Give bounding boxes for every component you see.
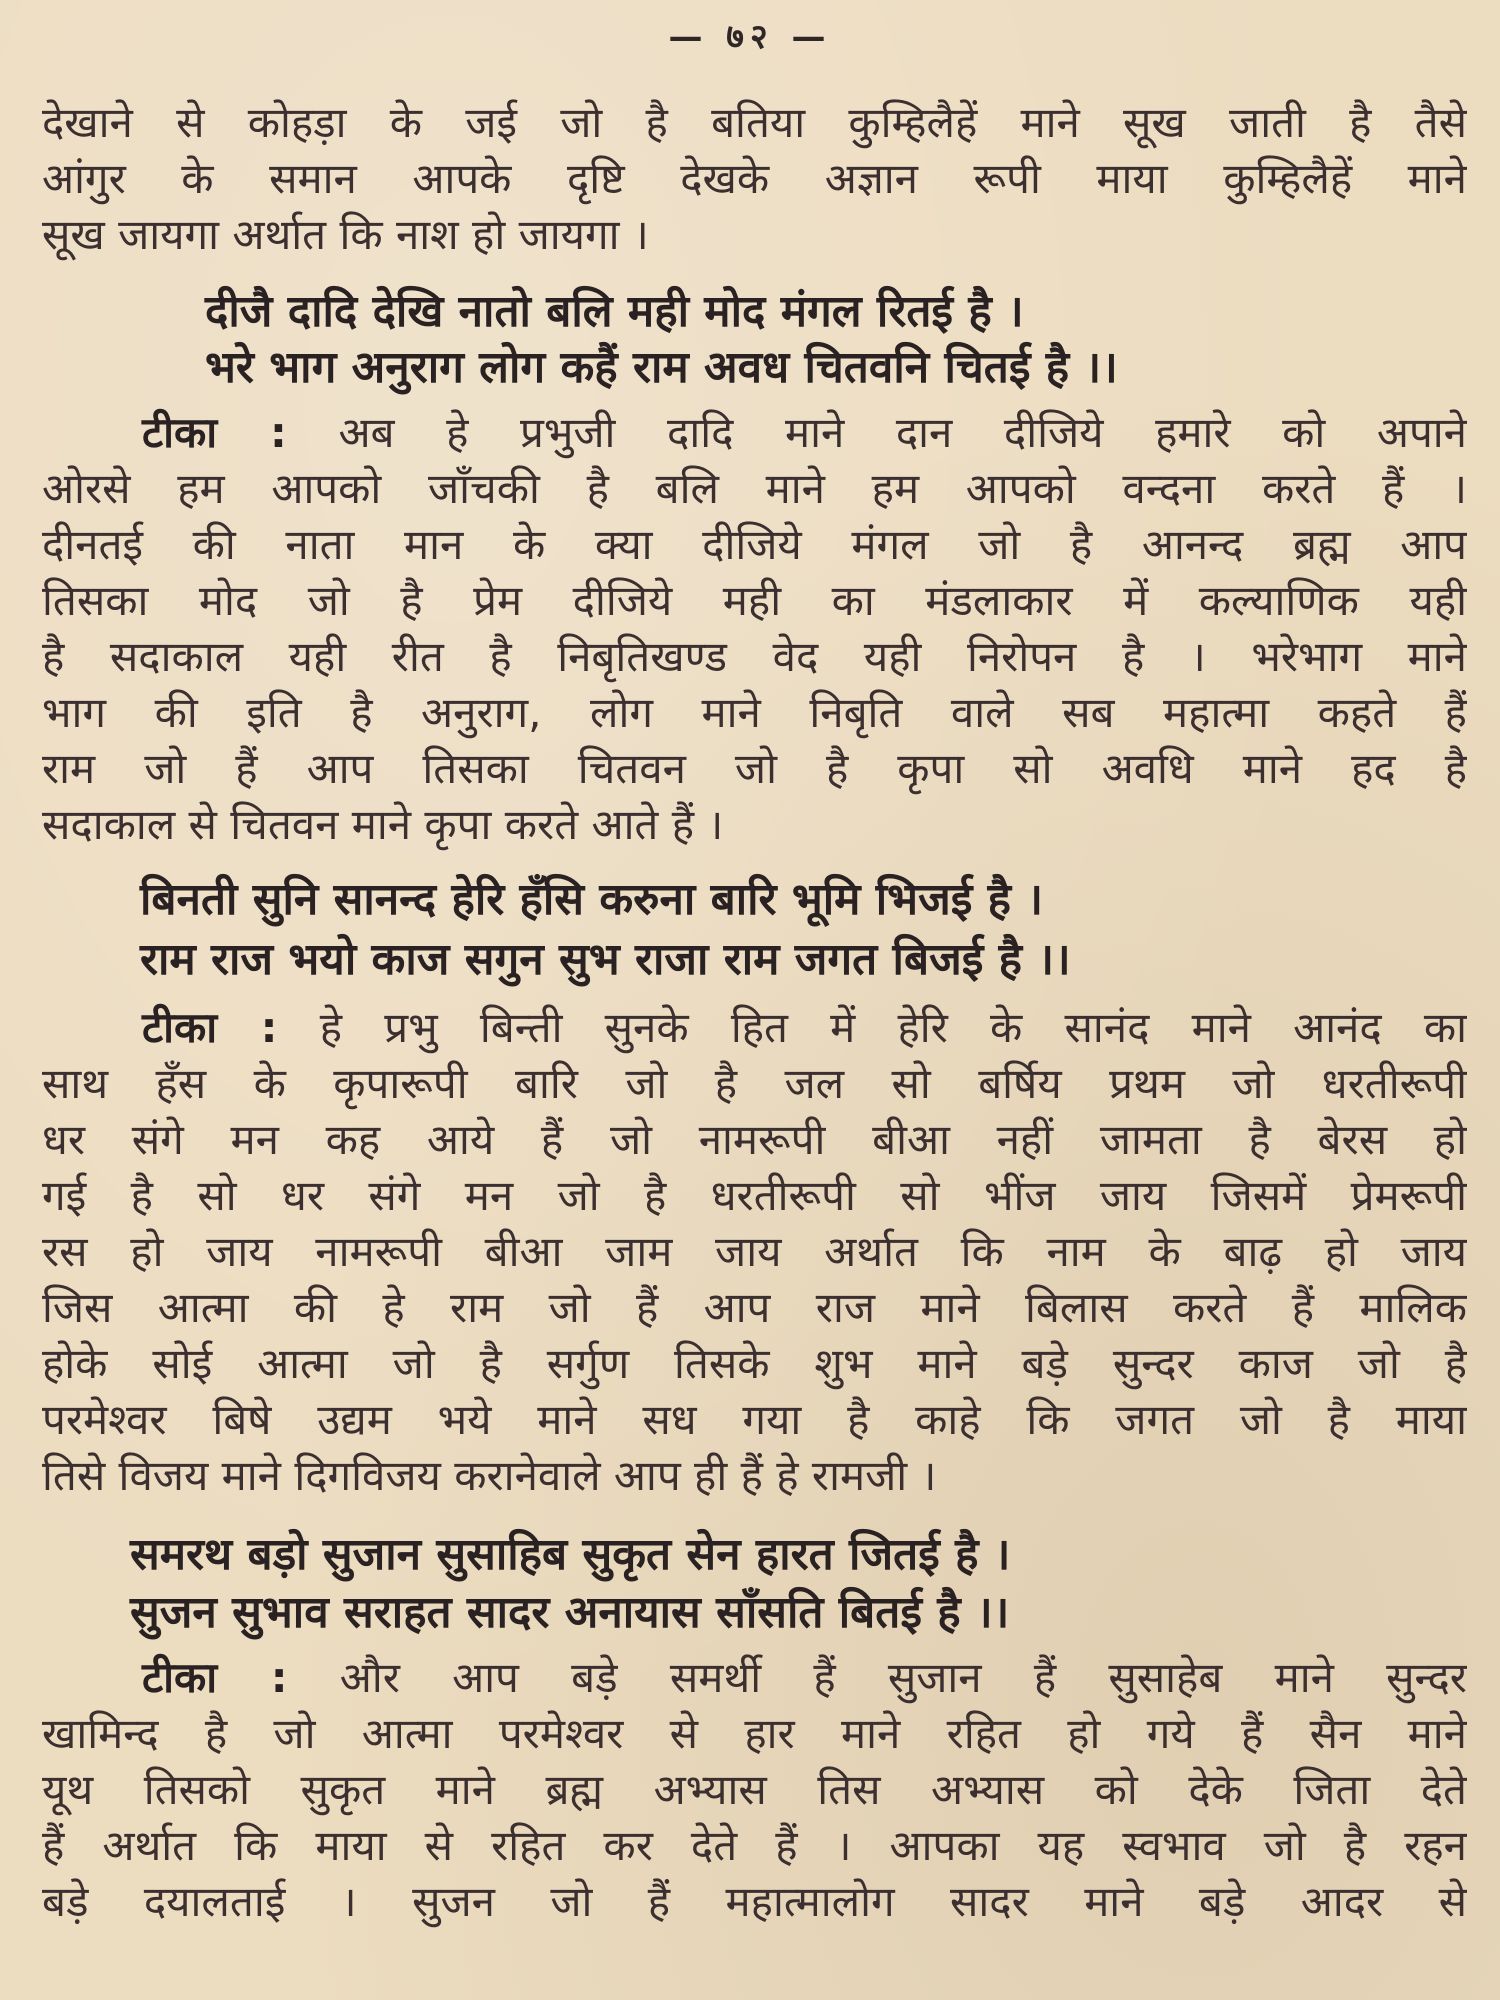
- commentary-line: यूथ तिसको सुकृत माने ब्रह्म अभ्यास तिस अभ्यास को देके जिता देते: [42, 1765, 1467, 1814]
- commentary-label: टीका :: [142, 408, 287, 457]
- commentary-line: परमेश्वर बिषे उद्यम भये माने सध गया है काहे कि जगत जो है माया: [42, 1395, 1467, 1444]
- page-number: — ७२ —: [668, 17, 832, 57]
- commentary-first-text: अब हे प्रभुजी दादि माने दान दीजिये हमारे को अपाने: [338, 408, 1467, 457]
- commentary-first-text: और आप बड़े समर्थी हैं सुजान हैं सुसाहेब माने सुन्दर: [339, 1653, 1467, 1702]
- verse-3-line-1: समरथ बड़ो सुजान सुसाहिब सुकृत सेन हारत जितई है ।: [130, 1529, 1011, 1580]
- paragraph-line: सूख जायगा अर्थात कि नाश हो जायगा ।: [42, 210, 649, 259]
- paragraph-intro: [42, 95, 1467, 263]
- commentary-label: टीका :: [142, 1653, 288, 1702]
- commentary-line: रस हो जाय नामरूपी बीआ जाम जाय अर्थात कि नाम के बाढ़ हो जाय: [42, 1227, 1467, 1276]
- commentary-line: दीनतई की नाता मान के क्या दीजिये मंगल जो है आनन्द ब्रह्म आप: [42, 520, 1467, 569]
- commentary-line: तिसे विजय माने दिगविजय करानेवाले आप ही हैं हे रामजी ।: [42, 1451, 937, 1500]
- commentary-line: तिसका मोद जो है प्रेम दीजिये मही का मंडलाकार में कल्याणिक यही: [42, 576, 1467, 625]
- commentary-line: होके सोई आत्मा जो है सर्गुण तिसके शुभ माने बड़े सुन्दर काज जो है: [42, 1339, 1467, 1388]
- verse-3-line-2: सुजन सुभाव सराहत सादर अनायास साँसति बितई है ।।: [130, 1587, 1010, 1638]
- commentary-2: [42, 1000, 1467, 1504]
- commentary-line: धर संगे मन कह आये हैं जो नामरूपी बीआ नहीं जामता है बेरस हो: [42, 1115, 1467, 1164]
- commentary-line: राम जो हैं आप तिसका चितवन जो है कृपा सो अवधि माने हद है: [42, 744, 1467, 793]
- commentary-line: बड़े दयालताई । सुजन जो हैं महात्मालोग सादर माने बड़े आदर से: [42, 1877, 1467, 1926]
- commentary-line: साथ हँस के कृपारूपी बारि जो है जल सो बर्षिय प्रथम जो धरतीरूपी: [42, 1059, 1467, 1108]
- commentary-line: जिस आत्मा की हे राम जो हैं आप राज माने बिलास करते हैं मालिक: [42, 1283, 1467, 1332]
- commentary-line: है सदाकाल यही रीत है निबृतिखण्ड वेद यही निरोपन है । भरेभाग माने: [42, 632, 1467, 681]
- commentary-line: खामिन्द है जो आत्मा परमेश्वर से हार माने रहित हो गये हैं सैन माने: [42, 1709, 1467, 1758]
- verse-1-line-1: दीजै दादि देखि नातो बलि मही मोद मंगल रितई है ।: [205, 286, 1024, 337]
- verse-1-line-2: भरे भाग अनुराग लोग कहैं राम अवध चितवनि चितई है ।।: [205, 342, 1118, 393]
- commentary-3: [42, 1650, 1467, 1930]
- commentary-line: हैं अर्थात कि माया से रहित कर देते हैं । आपका यह स्वभाव जो है रहन: [42, 1821, 1467, 1870]
- commentary-line: सदाकाल से चितवन माने कृपा करते आते हैं ।: [42, 800, 724, 849]
- paragraph-line: आंगुर के समान आपके दृष्टि देखके अज्ञान रूपी माया कुम्हिलैहें माने: [42, 154, 1467, 203]
- paragraph-line: देखाने से कोहड़ा के जई जो है बतिया कुम्हिलैहें माने सूख जाती है तैसे: [42, 98, 1467, 147]
- commentary-1: [42, 405, 1467, 853]
- commentary-first-line: [42, 405, 1467, 461]
- verse-2-line-1: बिनती सुनि सानन्द हेरि हँसि करुना बारि भूमि भिजई है ।: [140, 874, 1044, 925]
- commentary-line: भाग की इति है अनुराग, लोग माने निबृति वाले सब महात्मा कहते हैं: [42, 688, 1467, 737]
- commentary-first-line: [42, 1000, 1467, 1056]
- commentary-line: ओरसे हम आपको जाँचकी है बलि माने हम आपको वन्दना करते हैं ।: [42, 464, 1467, 513]
- commentary-line: गई है सो धर संगे मन जो है धरतीरूपी सो भींज जाय जिसमें प्रेमरूपी: [42, 1171, 1467, 1220]
- commentary-label: टीका :: [142, 1003, 278, 1052]
- verse-2-line-2: राम राज भयो काज सगुन सुभ राजा राम जगत बिजई है ।।: [140, 934, 1071, 985]
- commentary-first-line: [42, 1650, 1467, 1706]
- commentary-first-text: हे प्रभु बिन्ती सुनके हित में हेरि के सानंद माने आनंद का: [319, 1003, 1467, 1052]
